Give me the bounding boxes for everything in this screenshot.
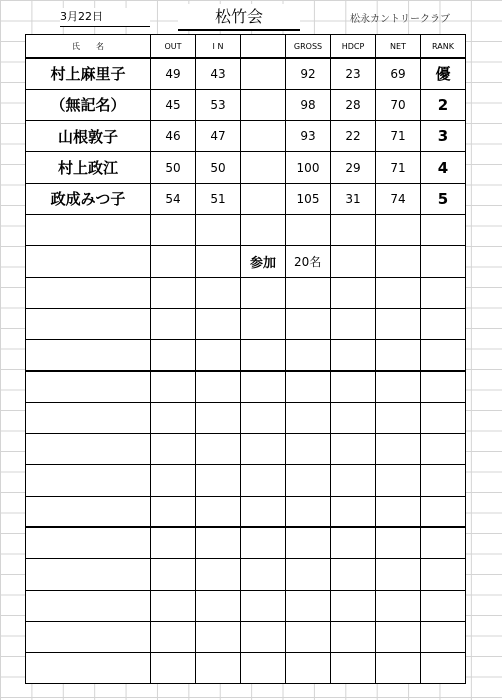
player-name: （無記名） — [26, 89, 151, 120]
hdcp-value: 31 — [331, 183, 376, 214]
col-name-header: 氏 名 — [26, 35, 151, 59]
empty-cell — [286, 308, 331, 339]
col-rank-header: RANK — [421, 35, 466, 59]
empty-cell — [241, 653, 286, 684]
player-name: 山根敦子 — [26, 121, 151, 152]
table-row — [26, 89, 466, 120]
out-score: 50 — [151, 152, 196, 183]
empty-cell — [421, 340, 466, 371]
empty-cell — [151, 340, 196, 371]
empty-cell — [196, 434, 241, 465]
hdcp-value: 28 — [331, 89, 376, 120]
gross-score: 105 — [286, 183, 331, 214]
player-name: 村上麻里子 — [26, 58, 151, 89]
hdcp-value: 22 — [331, 121, 376, 152]
empty-cell — [151, 277, 196, 308]
table-row — [26, 152, 466, 183]
empty-cell — [151, 402, 196, 433]
empty-cell — [151, 434, 196, 465]
out-score: 45 — [151, 89, 196, 120]
participation-label: 参加 — [241, 246, 286, 277]
empty-cell — [286, 340, 331, 371]
out-score: 49 — [151, 58, 196, 89]
net-score: 74 — [376, 183, 421, 214]
participation-row — [26, 246, 466, 277]
empty-cell — [331, 277, 376, 308]
in-score: 51 — [196, 183, 241, 214]
empty-cell — [286, 621, 331, 652]
rank-value: 5 — [421, 183, 466, 214]
player-name: 政成みつ子 — [26, 183, 151, 214]
empty-cell — [241, 402, 286, 433]
empty-cell — [26, 465, 151, 496]
empty-cell — [421, 527, 466, 558]
empty-cell — [151, 371, 196, 402]
empty-row — [26, 434, 466, 465]
empty-cell — [151, 653, 196, 684]
empty-cell — [421, 371, 466, 402]
empty-cell — [241, 590, 286, 621]
net-score: 70 — [376, 89, 421, 120]
blank-cell — [241, 121, 286, 152]
empty-cell — [241, 340, 286, 371]
empty-row — [26, 308, 466, 339]
empty-cell — [151, 527, 196, 558]
empty-cell — [26, 434, 151, 465]
gross-score: 98 — [286, 89, 331, 120]
empty-cell — [196, 559, 241, 590]
empty-cell — [151, 308, 196, 339]
empty-cell — [376, 465, 421, 496]
empty-cell — [376, 214, 421, 245]
in-score: 53 — [196, 89, 241, 120]
participation-count: 20名 — [286, 246, 331, 277]
empty-cell — [241, 434, 286, 465]
empty-cell — [26, 308, 151, 339]
empty-cell — [26, 277, 151, 308]
empty-cell — [241, 527, 286, 558]
empty-cell — [26, 402, 151, 433]
empty-cell — [376, 434, 421, 465]
empty-cell — [331, 527, 376, 558]
empty-row — [26, 527, 466, 558]
empty-cell — [241, 308, 286, 339]
empty-cell — [331, 402, 376, 433]
col-net-header: NET — [376, 35, 421, 59]
empty-cell — [241, 559, 286, 590]
empty-row — [26, 559, 466, 590]
empty-cell — [421, 214, 466, 245]
empty-cell — [286, 527, 331, 558]
empty-cell — [196, 621, 241, 652]
empty-row — [26, 653, 466, 684]
empty-cell — [26, 214, 151, 245]
empty-cell — [26, 559, 151, 590]
empty-cell — [331, 559, 376, 590]
in-score: 43 — [196, 58, 241, 89]
empty-cell — [196, 277, 241, 308]
empty-cell — [26, 621, 151, 652]
date-label: 3月22日 — [60, 8, 150, 27]
player-name: 村上政江 — [26, 152, 151, 183]
empty-cell — [196, 653, 241, 684]
empty-cell — [196, 371, 241, 402]
empty-cell — [241, 621, 286, 652]
col-gross-header: GROSS — [286, 35, 331, 59]
empty-cell — [331, 496, 376, 527]
empty-cell — [421, 434, 466, 465]
empty-cell — [26, 246, 151, 277]
empty-cell — [376, 340, 421, 371]
empty-cell — [331, 590, 376, 621]
empty-cell — [421, 559, 466, 590]
rank-value: 4 — [421, 152, 466, 183]
empty-cell — [286, 371, 331, 402]
empty-cell — [26, 496, 151, 527]
empty-cell — [376, 496, 421, 527]
out-score: 54 — [151, 183, 196, 214]
empty-cell — [376, 621, 421, 652]
empty-cell — [196, 465, 241, 496]
empty-cell — [286, 653, 331, 684]
empty-cell — [26, 527, 151, 558]
empty-cell — [376, 277, 421, 308]
empty-row — [26, 277, 466, 308]
hdcp-value: 23 — [331, 58, 376, 89]
empty-cell — [376, 371, 421, 402]
table-row — [26, 121, 466, 152]
net-score: 69 — [376, 58, 421, 89]
empty-cell — [286, 465, 331, 496]
net-score: 71 — [376, 121, 421, 152]
blank-cell — [241, 89, 286, 120]
empty-cell — [196, 308, 241, 339]
empty-cell — [286, 402, 331, 433]
col-in-header: I N — [196, 35, 241, 59]
out-score: 46 — [151, 121, 196, 152]
empty-cell — [421, 465, 466, 496]
header-row — [26, 35, 466, 59]
col-blank-header — [241, 35, 286, 59]
club-name: 松永カントリークラブ — [350, 14, 450, 25]
rank-value: 優 — [421, 58, 466, 89]
empty-cell — [421, 590, 466, 621]
empty-cell — [421, 653, 466, 684]
empty-cell — [241, 371, 286, 402]
page-title: 松竹会 — [178, 4, 300, 31]
empty-cell — [286, 559, 331, 590]
empty-row — [26, 402, 466, 433]
empty-cell — [196, 214, 241, 245]
empty-cell — [331, 308, 376, 339]
empty-cell — [421, 246, 466, 277]
empty-cell — [421, 308, 466, 339]
empty-cell — [151, 246, 196, 277]
empty-row — [26, 496, 466, 527]
hdcp-value: 29 — [331, 152, 376, 183]
empty-cell — [286, 214, 331, 245]
empty-cell — [241, 465, 286, 496]
empty-cell — [376, 402, 421, 433]
empty-cell — [286, 277, 331, 308]
empty-cell — [151, 465, 196, 496]
empty-cell — [331, 653, 376, 684]
empty-cell — [196, 246, 241, 277]
empty-row — [26, 214, 466, 245]
empty-row — [26, 371, 466, 402]
col-out-header: OUT — [151, 35, 196, 59]
table-row — [26, 58, 466, 89]
empty-cell — [241, 496, 286, 527]
gross-score: 93 — [286, 121, 331, 152]
empty-cell — [151, 214, 196, 245]
empty-cell — [376, 527, 421, 558]
col-hdcp-header: HDCP — [331, 35, 376, 59]
empty-cell — [331, 340, 376, 371]
gross-score: 92 — [286, 58, 331, 89]
blank-cell — [241, 183, 286, 214]
empty-row — [26, 621, 466, 652]
empty-cell — [196, 402, 241, 433]
empty-row — [26, 590, 466, 621]
table-row — [26, 183, 466, 214]
empty-cell — [26, 653, 151, 684]
empty-cell — [26, 371, 151, 402]
empty-cell — [196, 590, 241, 621]
empty-cell — [151, 559, 196, 590]
empty-cell — [196, 340, 241, 371]
empty-cell — [376, 308, 421, 339]
score-table — [25, 34, 466, 684]
empty-cell — [151, 590, 196, 621]
empty-cell — [331, 371, 376, 402]
empty-cell — [376, 559, 421, 590]
empty-cell — [26, 340, 151, 371]
empty-cell — [331, 214, 376, 245]
empty-cell — [376, 653, 421, 684]
empty-cell — [421, 621, 466, 652]
empty-row — [26, 465, 466, 496]
rank-value: 2 — [421, 89, 466, 120]
empty-cell — [196, 496, 241, 527]
gross-score: 100 — [286, 152, 331, 183]
empty-cell — [241, 214, 286, 245]
in-score: 50 — [196, 152, 241, 183]
empty-cell — [331, 434, 376, 465]
empty-cell — [376, 246, 421, 277]
empty-cell — [26, 590, 151, 621]
empty-cell — [376, 590, 421, 621]
blank-cell — [241, 58, 286, 89]
empty-cell — [421, 277, 466, 308]
empty-cell — [241, 277, 286, 308]
empty-cell — [421, 402, 466, 433]
rank-value: 3 — [421, 121, 466, 152]
empty-cell — [286, 496, 331, 527]
empty-cell — [421, 496, 466, 527]
empty-cell — [151, 496, 196, 527]
empty-cell — [286, 434, 331, 465]
empty-cell — [331, 246, 376, 277]
empty-cell — [286, 590, 331, 621]
net-score: 71 — [376, 152, 421, 183]
blank-cell — [241, 152, 286, 183]
empty-cell — [151, 621, 196, 652]
empty-cell — [196, 527, 241, 558]
in-score: 47 — [196, 121, 241, 152]
empty-row — [26, 340, 466, 371]
empty-cell — [331, 465, 376, 496]
empty-cell — [331, 621, 376, 652]
